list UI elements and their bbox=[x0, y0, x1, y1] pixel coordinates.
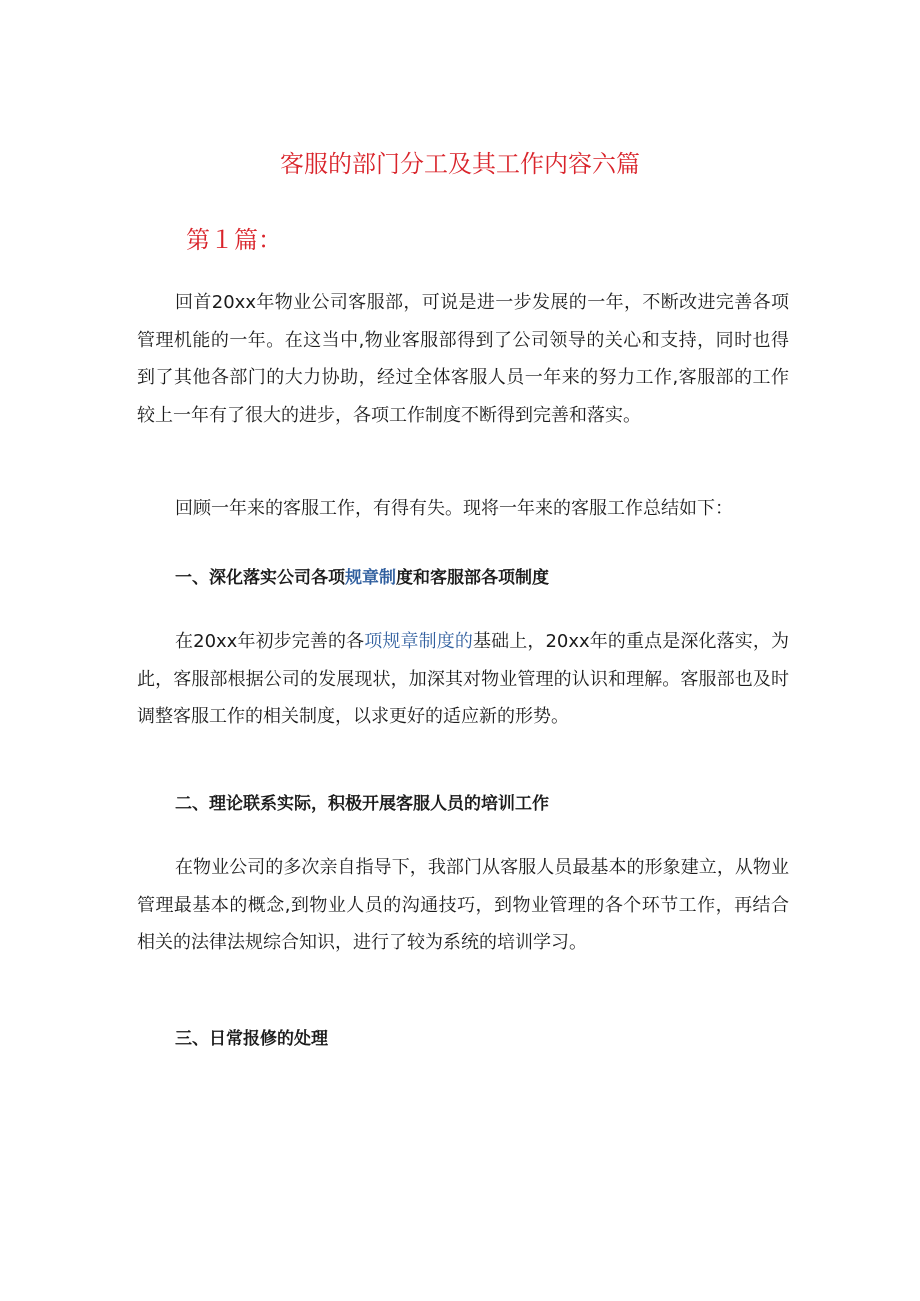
document-title: 客服的部门分工及其工作内容六篇 bbox=[280, 150, 640, 178]
chapter-heading: 第１篇： bbox=[186, 226, 282, 254]
paragraph-rules-suffix: 基础上，20xx年的重点是深化落实，为此，客服部根据公司的发展现状，加深其对物业管理的认识和理解。客服部也及时调整客服工作的相关制度，以求更好的适应新的形势。 bbox=[137, 631, 789, 727]
paragraph-rules-prefix: 在20xx年初步完善的各 bbox=[175, 631, 365, 652]
section-heading-1-prefix: 一、深化落实公司各项 bbox=[175, 568, 345, 588]
section-heading-1-suffix: 度和客服部各项制度 bbox=[396, 568, 549, 588]
paragraph-review: 回顾一年来的客服工作，有得有失。现将一年来的客服工作总结如下： bbox=[175, 498, 733, 519]
paragraph-rules bbox=[137, 623, 789, 736]
section-heading-1 bbox=[175, 563, 549, 593]
rules-system-link[interactable]: 项规章制度的 bbox=[364, 631, 473, 652]
paragraph-intro: 回首20xx年物业公司客服部，可说是进一步发展的一年，不断改进完善各项管理机能的一年。在这当中,物业客服部得到了公司领导的关心和支持，同时也得到了其他各部门的大力协助，经过全体客服人员一年来的努力工作,客服部的工作较上一年有了很大的进步，各项工作制度不断得到完善和落实。 bbox=[137, 292, 789, 426]
section-heading-3: 三、日常报修的处理 bbox=[175, 1029, 328, 1049]
section-heading-2: 二、理论联系实际，积极开展客服人员的培训工作 bbox=[175, 794, 549, 814]
rules-link[interactable]: 规章制 bbox=[345, 568, 396, 588]
paragraph-training: 在物业公司的多次亲自指导下，我部门从客服人员最基本的形象建立，从物业管理最基本的概念,到物业人员的沟通技巧，到物业管理的各个环节工作，再结合相关的法律法规综合知识，进行了较为系统的培训学习。 bbox=[137, 857, 789, 953]
